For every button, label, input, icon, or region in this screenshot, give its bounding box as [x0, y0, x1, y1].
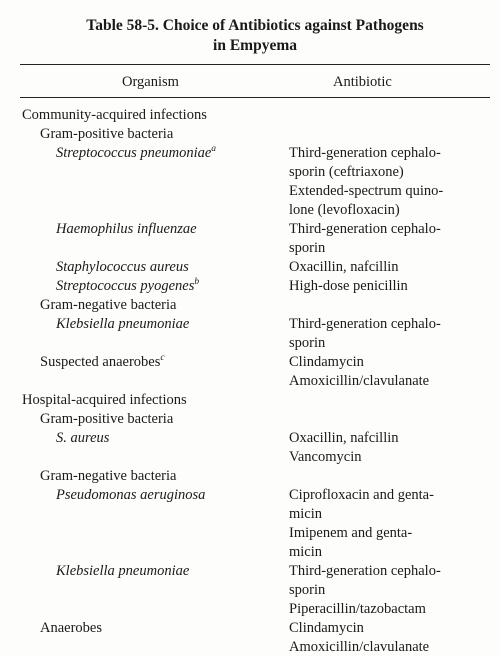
antibiotic-line: Clindamycin: [289, 620, 364, 636]
antibiotic-line: High-dose penicillin: [289, 278, 408, 294]
table-top-rule: [20, 64, 490, 65]
group-gram-positive: Gram-positive bacteria: [40, 126, 174, 142]
column-header-organism: Organism: [122, 74, 179, 90]
antibiotic-line: Oxacillin, nafcillin: [289, 259, 399, 275]
antibiotic-line: Third-generation cephalo-: [289, 563, 441, 579]
table-title-line-1: Table 58-5. Choice of Antibiotics against Pathogens: [86, 17, 424, 34]
antibiotic-line: micin: [289, 544, 323, 560]
group-suspected-anaerobes: Suspected anaerobes$^c$: [40, 353, 165, 370]
table-header-rule: [20, 97, 490, 98]
organism-streptococcus-pyogenes: Streptococcus pyogenes$^b$: [56, 277, 200, 294]
section-hospital-acquired: Hospital-acquired infections: [22, 392, 187, 408]
group-anaerobes: Anaerobes: [40, 620, 103, 636]
column-header-antibiotic: Antibiotic: [333, 74, 392, 90]
organism-staphylococcus-aureus: Staphylococcus aureus: [56, 259, 189, 275]
antibiotic-line: Imipenem and genta-: [289, 525, 413, 541]
antibiotic-line: Oxacillin, nafcillin: [289, 430, 399, 446]
antibiotic-line: Ciprofloxacin and genta-: [289, 487, 434, 503]
antibiotic-line: Clindamycin: [289, 354, 364, 370]
antibiotic-line: Third-generation cephalo-: [289, 145, 441, 161]
organism-s-aureus: S. aureus: [56, 430, 110, 446]
organism-haemophilus-influenzae: Haemophilus influenzae: [56, 221, 197, 237]
antibiotic-line: sporin (ceftriaxone): [289, 164, 404, 180]
antibiotic-line: Amoxicillin/clavulanate: [289, 639, 430, 655]
table-title-line-2: in Empyema: [213, 37, 297, 54]
antibiotic-line: Third-generation cephalo-: [289, 221, 441, 237]
antibiotic-line: Third-generation cephalo-: [289, 316, 441, 332]
antibiotic-line: micin: [289, 506, 323, 522]
organism-klebsiella-pneumoniae: Klebsiella pneumoniae: [56, 563, 190, 579]
antibiotic-line: Amoxicillin/clavulanate: [289, 373, 430, 389]
antibiotic-line: sporin: [289, 582, 326, 598]
group-gram-negative: Gram-negative bacteria: [40, 297, 177, 313]
group-gram-negative: Gram-negative bacteria: [40, 468, 177, 484]
antibiotic-line: sporin: [289, 240, 326, 256]
antibiotic-line: Piperacillin/tazobactam: [289, 601, 426, 617]
antibiotic-line: lone (levofloxacin): [289, 202, 400, 218]
antibiotic-line: Extended-spectrum quino-: [289, 183, 444, 199]
antibiotic-line: sporin: [289, 335, 326, 351]
organism-klebsiella-pneumoniae: Klebsiella pneumoniae: [56, 316, 190, 332]
organism-streptococcus-pneumoniae: Streptococcus pneumoniae$^a$: [56, 144, 217, 161]
table-title: [20, 16, 490, 56]
group-gram-positive: Gram-positive bacteria: [40, 411, 174, 427]
organism-pseudomonas-aeruginosa: Pseudomonas aeruginosa: [56, 487, 206, 503]
section-community-acquired: Community-acquired infections: [22, 107, 207, 123]
antibiotic-line: Vancomycin: [289, 449, 362, 465]
